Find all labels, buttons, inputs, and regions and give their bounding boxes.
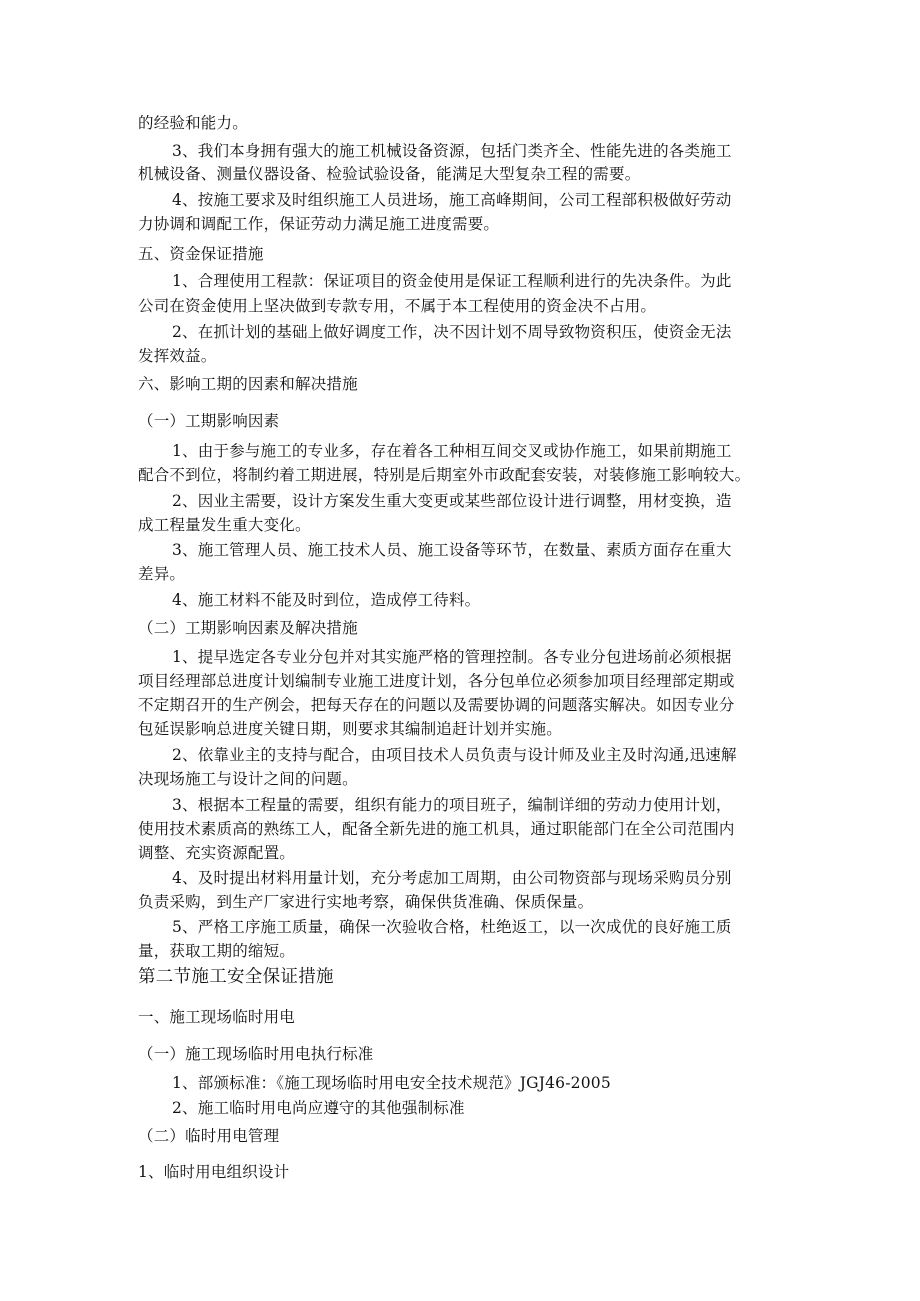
text-line: 不定期召开的生产例会，把每天存在的问题以及需要协调的问题落实解决。如因专业分 bbox=[138, 696, 735, 714]
text-line: 负责采购，到生产厂家进行实地考察，确保供货准确、保质保量。 bbox=[138, 893, 594, 911]
text-line: 2、依靠业主的支持与配合，由项目技术人员负责与设计师及业主及时沟通,迅速解 bbox=[172, 746, 737, 764]
chapter-section-heading: 第二节施工安全保证措施 bbox=[138, 967, 334, 987]
text-line: 调整、充实资源配置。 bbox=[138, 844, 296, 862]
text-line: 3、我们本身拥有强大的施工机械设备资源，包括门类齐全、性能先进的各类施工 bbox=[172, 142, 732, 160]
text-line: 1、由于参与施工的专业多，存在着各工种相互间交叉或协作施工，如果前期施工 bbox=[172, 442, 732, 460]
text-line: 决现场施工与设计之间的问题。 bbox=[138, 770, 358, 788]
text-line: 2、因业主需要，设计方案发生重大变更或某些部位设计进行调整，用材变换，造 bbox=[172, 492, 732, 510]
text-line: 4、按施工要求及时组织施工人员进场，施工高峰期间，公司工程部积极做好劳动 bbox=[172, 191, 732, 209]
subsection-heading: （一）工期影响因素 bbox=[138, 412, 280, 430]
text-line: 3、施工管理人员、施工技术人员、施工设备等环节，在数量、素质方面存在重大 bbox=[172, 541, 732, 559]
text-line: 量，获取工期的缩短。 bbox=[138, 942, 296, 960]
text-line: 发挥效益。 bbox=[138, 347, 217, 365]
text-line: 使用技术素质高的熟练工人，配备全新先进的施工机具，通过职能部门在全公司范围内 bbox=[138, 820, 735, 838]
text-line: 4、及时提出材料用量计划，充分考虑加工周期，由公司物资部与现场采购员分别 bbox=[172, 869, 732, 887]
text-line: 2、在抓计划的基础上做好调度工作，决不因计划不周导致物资积压，使资金无法 bbox=[172, 323, 732, 341]
section-heading: 五、资金保证措施 bbox=[138, 245, 264, 263]
subsection-heading: （二）临时用电管理 bbox=[138, 1127, 280, 1145]
text-line: 2、施工临时用电尚应遵守的其他强制标准 bbox=[172, 1099, 465, 1117]
text-line: 3、根据本工程量的需要，组织有能力的项目班子，编制详细的劳动力使用计划， bbox=[172, 796, 732, 814]
text-line: 配合不到位，将制约着工期进展，特别是后期室外市政配套安装，对装修施工影响较大。 bbox=[138, 466, 751, 484]
text-line: 项目经理部总进度计划编制专业施工进度计划，各分包单位必须参加项目经理部定期或 bbox=[138, 672, 735, 690]
text-line: 包延误影响总进度关键日期，则要求其编制追赶计划并实施。 bbox=[138, 720, 562, 738]
text-line: 1、部颁标准：《施工现场临时用电安全技术规范》JGJ46-2005 bbox=[172, 1074, 611, 1092]
section-heading: 六、影响工期的因素和解决措施 bbox=[138, 375, 358, 393]
subsection-heading: （二）工期影响因素及解决措施 bbox=[138, 619, 358, 637]
section-heading: 一、施工现场临时用电 bbox=[138, 1008, 296, 1026]
item-heading: 1、临时用电组织设计 bbox=[138, 1163, 290, 1181]
text-line: 差异。 bbox=[138, 565, 186, 583]
text-line: 4、施工材料不能及时到位，造成停工待料。 bbox=[172, 591, 481, 609]
text-line: 力协调和调配工作，保证劳动力满足施工进度需要。 bbox=[138, 215, 500, 233]
text-line: 的经验和能力。 bbox=[138, 114, 248, 132]
text-line: 公司在资金使用上坚决做到专款专用，不属于本工程使用的资金决不占用。 bbox=[138, 297, 657, 315]
text-line: 机械设备、测量仪器设备、检验试验设备，能满足大型复杂工程的需要。 bbox=[138, 165, 641, 183]
text-line: 1、提早选定各专业分包并对其实施严格的管理控制。各专业分包进场前必须根据 bbox=[172, 648, 732, 666]
subsection-heading: （一）施工现场临时用电执行标准 bbox=[138, 1045, 374, 1063]
text-line: 1、合理使用工程款：保证项目的资金使用是保证工程顺利进行的先决条件。为此 bbox=[172, 272, 732, 290]
text-line: 5、严格工序施工质量，确保一次验收合格，杜绝返工，以一次成优的良好施工质 bbox=[172, 918, 732, 936]
text-line: 成工程量发生重大变化。 bbox=[138, 516, 311, 534]
